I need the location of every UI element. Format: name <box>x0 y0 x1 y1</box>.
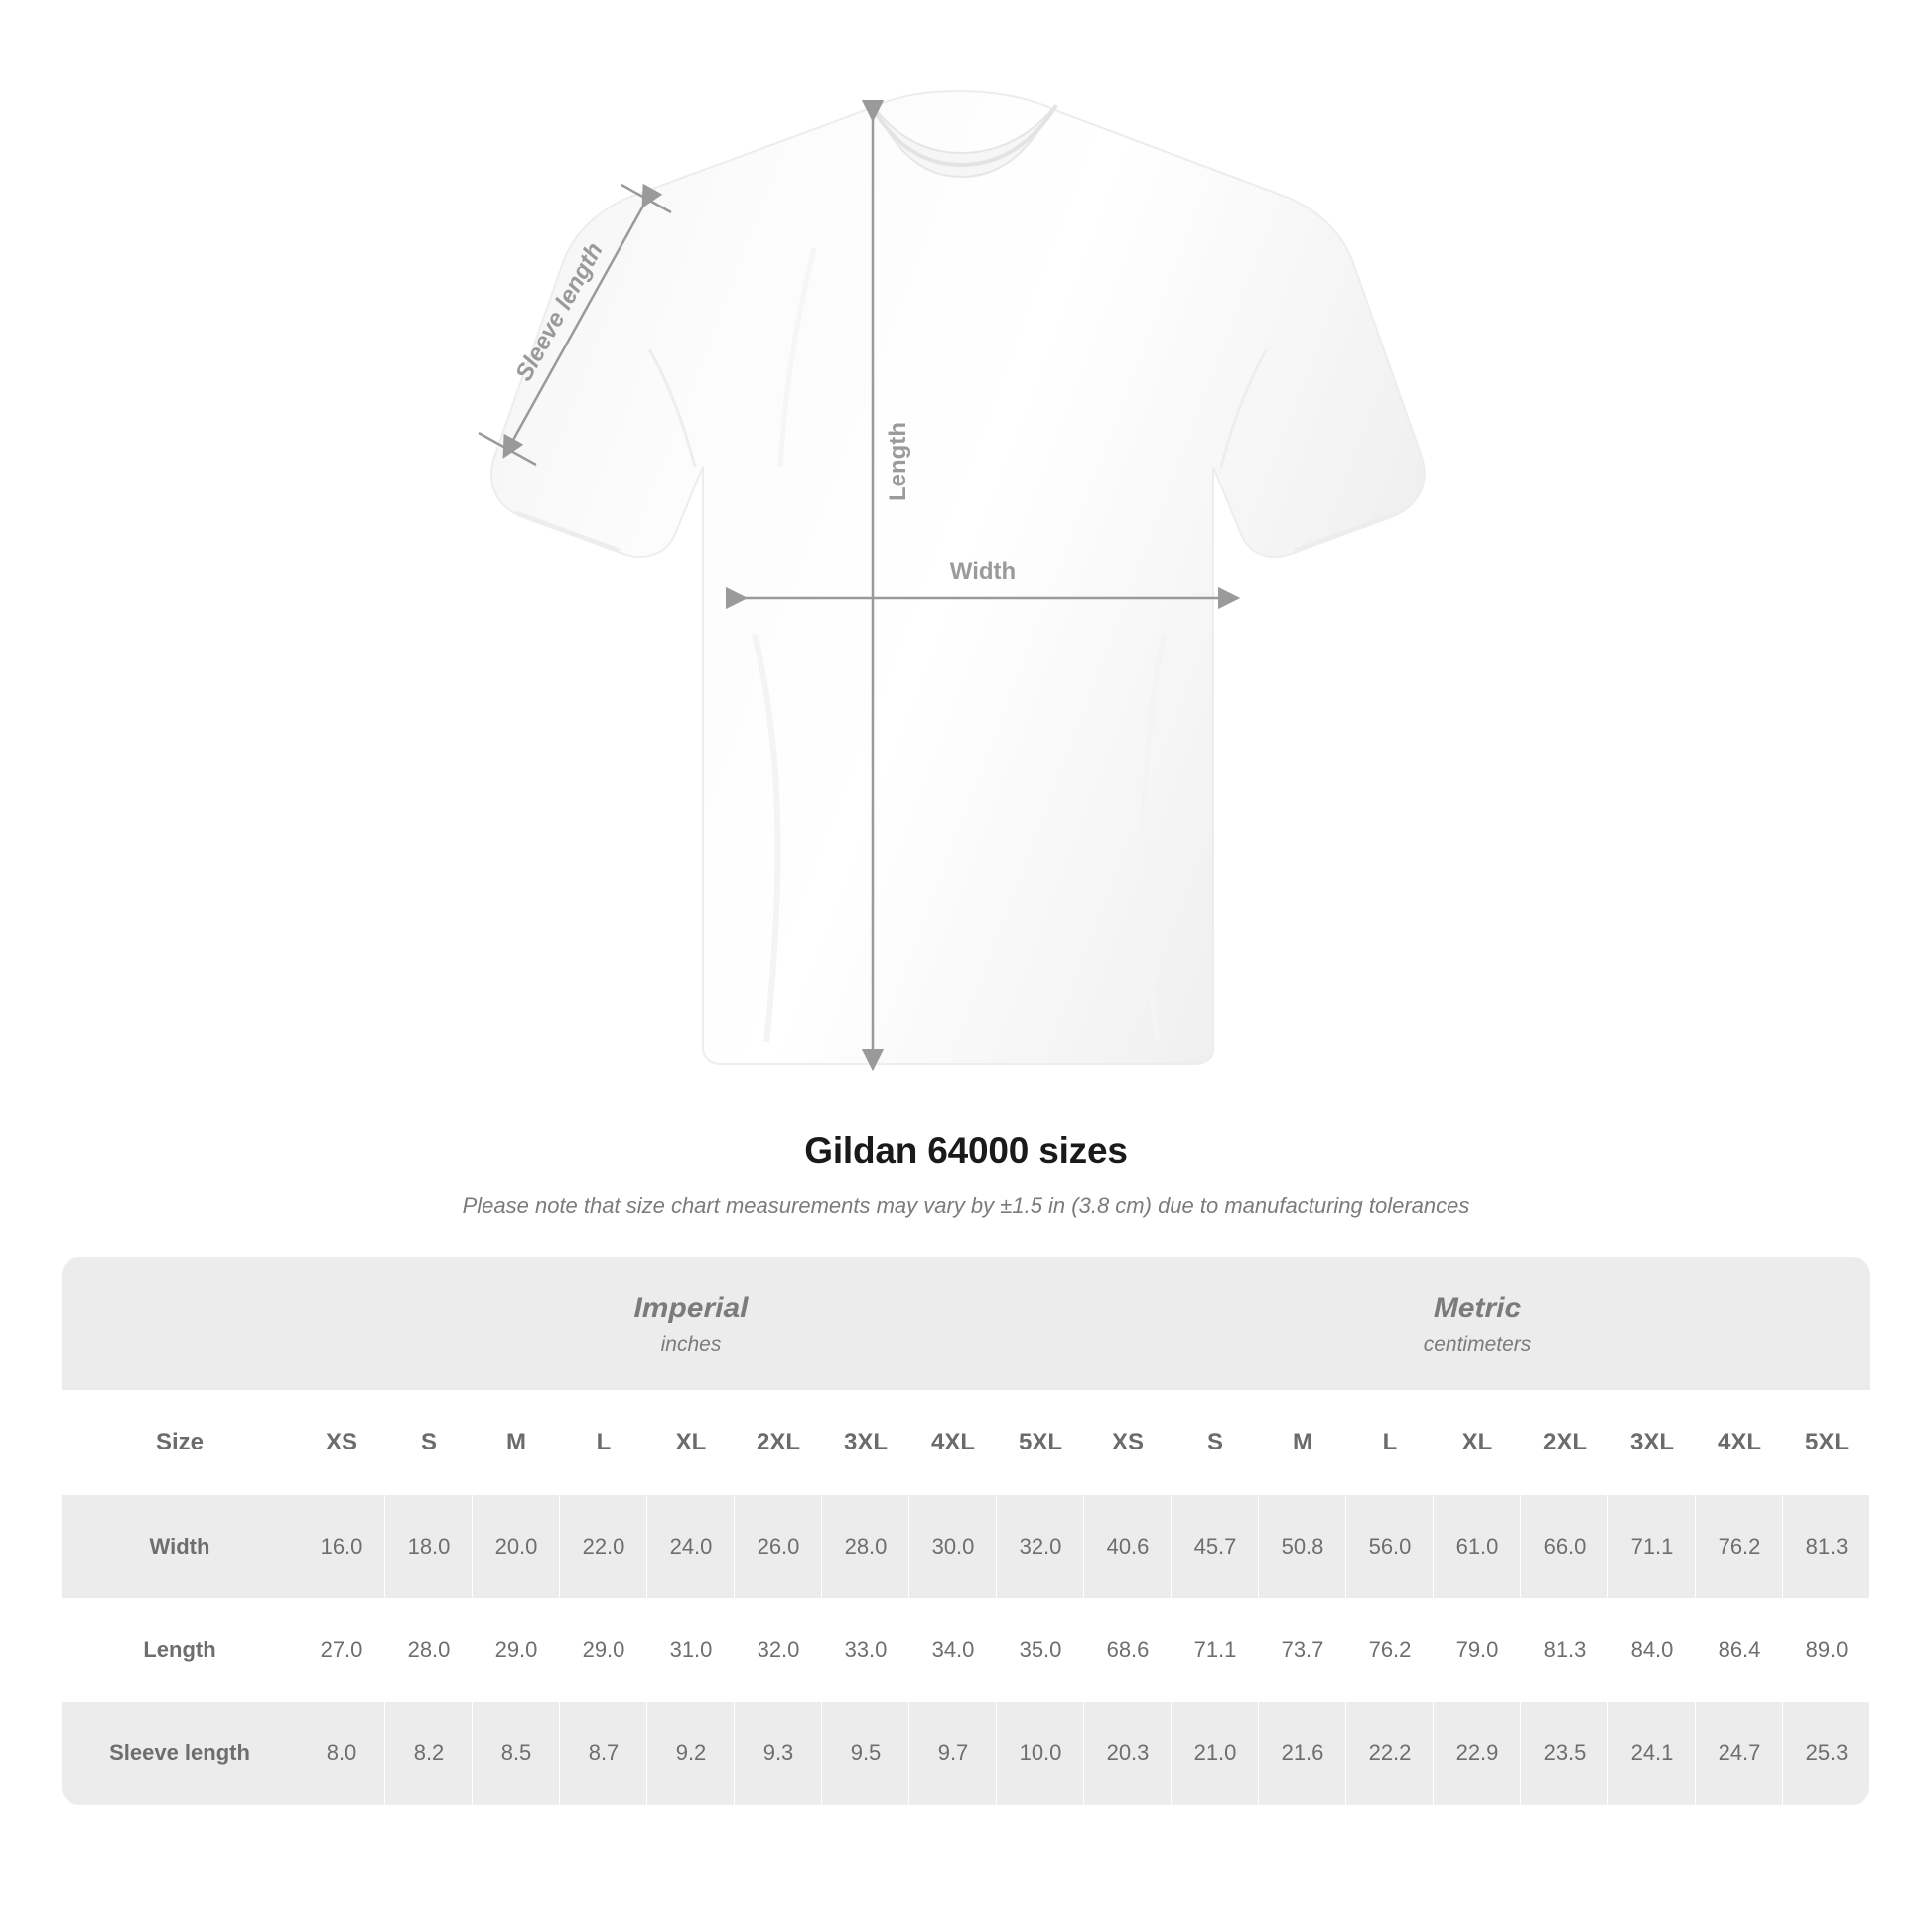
unit-header-spacer <box>62 1257 298 1390</box>
metric-label: Metric <box>1433 1292 1522 1325</box>
value-cell: 61.0 <box>1434 1495 1521 1598</box>
size-cell: 2XL <box>735 1390 822 1495</box>
size-cell: M <box>1259 1390 1346 1495</box>
value-cell: 32.0 <box>997 1495 1084 1598</box>
value-cell: 81.3 <box>1521 1598 1608 1702</box>
value-cell: 20.3 <box>1084 1702 1172 1805</box>
value-cell: 84.0 <box>1608 1598 1696 1702</box>
row-label-sleeve-length: Sleeve length <box>62 1702 298 1805</box>
value-cell: 76.2 <box>1696 1495 1783 1598</box>
value-cell: 21.6 <box>1259 1702 1346 1805</box>
value-cell: 79.0 <box>1434 1598 1521 1702</box>
value-cell: 8.5 <box>473 1702 560 1805</box>
value-cell: 30.0 <box>909 1495 997 1598</box>
value-cell: 9.3 <box>735 1702 822 1805</box>
value-cell: 22.2 <box>1346 1702 1434 1805</box>
value-cell: 34.0 <box>909 1598 997 1702</box>
value-cell: 24.1 <box>1608 1702 1696 1805</box>
value-cell: 81.3 <box>1783 1495 1870 1598</box>
value-cell: 29.0 <box>560 1598 647 1702</box>
size-cell: S <box>385 1390 473 1495</box>
value-cell: 8.2 <box>385 1702 473 1805</box>
value-cell: 76.2 <box>1346 1598 1434 1702</box>
value-cell: 16.0 <box>298 1495 385 1598</box>
imperial-sub: inches <box>660 1332 722 1356</box>
size-cell: XS <box>298 1390 385 1495</box>
size-cell: 2XL <box>1521 1390 1608 1495</box>
value-cell: 24.7 <box>1696 1702 1783 1805</box>
table-row <box>62 1495 1870 1598</box>
title-block <box>0 1130 1932 1219</box>
size-cell: 3XL <box>1608 1390 1696 1495</box>
size-cell: L <box>560 1390 647 1495</box>
size-cell: 5XL <box>997 1390 1084 1495</box>
size-row-label: Size <box>62 1390 298 1495</box>
value-cell: 45.7 <box>1172 1495 1259 1598</box>
value-cell: 66.0 <box>1521 1495 1608 1598</box>
value-cell: 29.0 <box>473 1598 560 1702</box>
size-cell: XS <box>1084 1390 1172 1495</box>
size-cell: XL <box>647 1390 735 1495</box>
size-table <box>62 1257 1870 1805</box>
label-width: Width <box>949 558 1017 585</box>
value-cell: 23.5 <box>1521 1702 1608 1805</box>
value-cell: 9.5 <box>822 1702 909 1805</box>
value-cell: 33.0 <box>822 1598 909 1702</box>
value-cell: 32.0 <box>735 1598 822 1702</box>
value-cell: 22.0 <box>560 1495 647 1598</box>
value-cell: 22.9 <box>1434 1702 1521 1805</box>
value-cell: 8.7 <box>560 1702 647 1805</box>
value-cell: 40.6 <box>1084 1495 1172 1598</box>
size-cell: L <box>1346 1390 1434 1495</box>
row-label-width: Width <box>62 1495 298 1598</box>
value-cell: 35.0 <box>997 1598 1084 1702</box>
value-cell: 71.1 <box>1172 1598 1259 1702</box>
value-cell: 8.0 <box>298 1702 385 1805</box>
size-cell: 3XL <box>822 1390 909 1495</box>
value-cell: 89.0 <box>1783 1598 1870 1702</box>
value-cell: 21.0 <box>1172 1702 1259 1805</box>
value-cell: 71.1 <box>1608 1495 1696 1598</box>
value-cell: 26.0 <box>735 1495 822 1598</box>
value-cell: 9.2 <box>647 1702 735 1805</box>
value-cell: 28.0 <box>385 1598 473 1702</box>
value-cell: 73.7 <box>1259 1598 1346 1702</box>
value-cell: 28.0 <box>822 1495 909 1598</box>
table-row <box>62 1598 1870 1702</box>
value-cell: 56.0 <box>1346 1495 1434 1598</box>
tolerance-note: Please note that size chart measurements may vary by ±1.5 in (3.8 cm) due to manufacturing tolerances <box>462 1193 1470 1218</box>
value-cell: 31.0 <box>647 1598 735 1702</box>
unit-header-row <box>62 1257 1870 1390</box>
value-cell: 25.3 <box>1783 1702 1870 1805</box>
size-cell: 4XL <box>909 1390 997 1495</box>
value-cell: 68.6 <box>1084 1598 1172 1702</box>
metric-sub: centimeters <box>1423 1332 1532 1356</box>
value-cell: 86.4 <box>1696 1598 1783 1702</box>
size-row <box>62 1390 1870 1495</box>
value-cell: 20.0 <box>473 1495 560 1598</box>
row-label-length: Length <box>62 1598 298 1702</box>
page-title: Gildan 64000 sizes <box>804 1130 1128 1171</box>
size-cell: M <box>473 1390 560 1495</box>
size-table-wrapper <box>62 1257 1870 1805</box>
label-length: Length <box>885 422 911 501</box>
value-cell: 24.0 <box>647 1495 735 1598</box>
imperial-label: Imperial <box>633 1292 749 1325</box>
unit-header-metric <box>1084 1257 1870 1390</box>
size-cell: XL <box>1434 1390 1521 1495</box>
value-cell: 10.0 <box>997 1702 1084 1805</box>
value-cell: 27.0 <box>298 1598 385 1702</box>
table-row <box>62 1702 1870 1805</box>
value-cell: 9.7 <box>909 1702 997 1805</box>
size-cell: 4XL <box>1696 1390 1783 1495</box>
value-cell: 50.8 <box>1259 1495 1346 1598</box>
label-sleeve-length: Sleeve length <box>510 238 609 386</box>
size-cell: S <box>1172 1390 1259 1495</box>
value-cell: 18.0 <box>385 1495 473 1598</box>
size-cell: 5XL <box>1783 1390 1870 1495</box>
unit-header-imperial <box>298 1257 1084 1390</box>
